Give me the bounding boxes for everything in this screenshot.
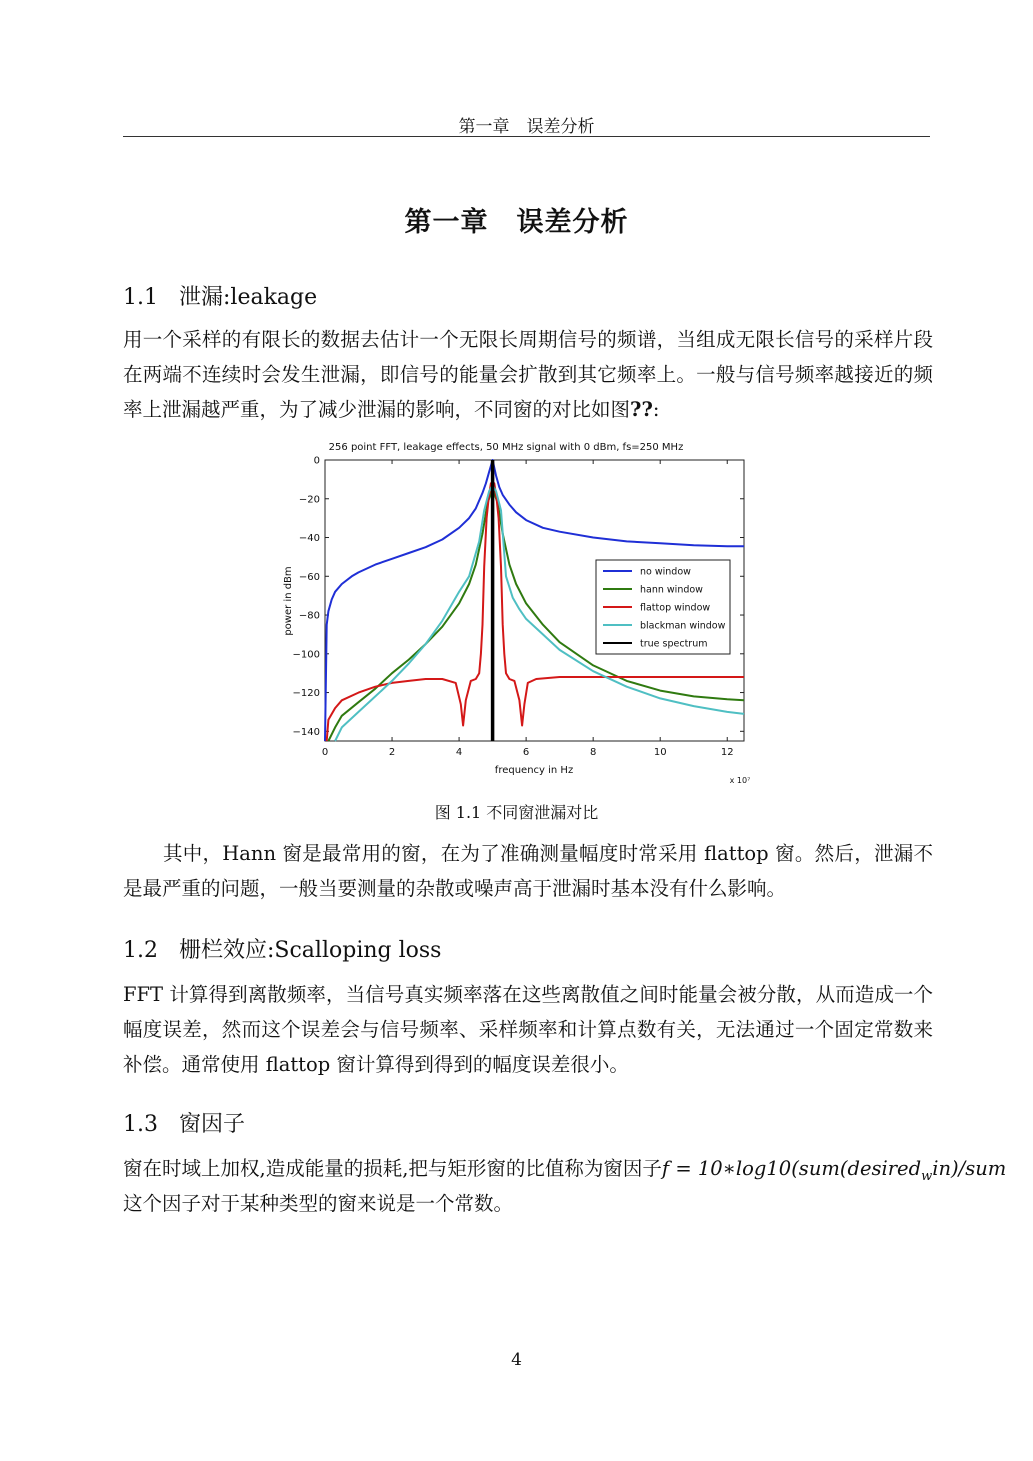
legend-label: no window [640,566,691,578]
y-axis-label: power in dBm [283,566,294,636]
y-tick-label: −80 [298,610,320,622]
paragraph-end: : [652,398,660,421]
x-tick-label: 12 [720,747,734,758]
y-tick-label: −100 [292,649,320,661]
section-number: 1.2 [123,938,158,963]
x-axis-label: frequency in Hz [494,765,574,776]
section-heading-1-3 [123,1107,245,1138]
chart-title: 256 point FFT, leakage effects, 50 MHz signal with 0 dBm, fs=250 MHz [328,442,684,453]
section-heading-1-2 [123,933,441,964]
paragraph-text: 用一个采样的有限长的数据去估计一个无限长周期信号的频谱，当组成无限长信号的采样片段在两端不连续时会发生泄漏，即信号的能量会扩散到其它频率上。一般与信号频率越接近的频率上泄漏越严重，为了减少泄漏的影响，不同窗的对比如图 [123,328,933,421]
y-tick-label: −60 [298,571,320,583]
section-number: 1.1 [123,285,158,310]
section-title: 泄漏:leakage [179,285,318,310]
running-header: 第一章 误差分析 [458,117,595,137]
paragraph-text: 窗在时域上加权,造成能量的损耗,把与矩形窗的比值称为窗因子 [123,1157,662,1180]
legend-label: true spectrum [640,638,708,650]
paragraph-window-factor-line2: 这个因子对于某种类型的窗来说是一个常数。 [123,1192,514,1215]
section-heading-1-1 [123,280,317,311]
x-tick-label: 10 [653,747,667,758]
y-tick-label: −40 [298,533,320,545]
paragraph-hann: 其中，Hann 窗是最常用的窗，在为了准确测量幅度时常采用 flattop 窗。然后，泄漏不是最严重的问题，一般当要测量的杂散或噪声高于泄漏时基本没有什么影响。 [123,842,933,900]
x-tick-label: 4 [455,747,463,758]
legend-label: hann window [640,584,703,596]
window-factor-formula [661,1157,1007,1184]
section-number: 1.3 [123,1112,158,1137]
formula-subscript: w [921,1168,933,1184]
y-tick-label: −120 [292,688,320,700]
header-rule [123,136,930,137]
paragraph-leakage [123,322,933,427]
section-title: 窗因子 [179,1112,246,1137]
figure-caption: 图 1.1 不同窗泄漏对比 [434,803,599,822]
legend-label: blackman window [640,620,726,632]
x-tick-label: 0 [321,747,329,758]
paragraph-scalloping: FFT 计算得到离散频率，当信号真实频率落在这些离散值之间时能量会被分散，从而造成一个幅度误差，然而这个误差会与信号频率、采样频率和计算点数有关，无法通过一个固定常数来补偿。通常使用 flattop 窗计算得到得到的幅度误差很小。 [123,983,933,1076]
chart-legend [596,560,730,654]
formula-main: f = 10∗log10(sum(desired [661,1157,922,1180]
y-tick-label: 0 [313,455,320,467]
y-tick-label: −20 [298,494,320,506]
x-axis-exponent: x 10⁷ [729,776,751,785]
x-tick-label: 2 [388,747,396,758]
page-number: 4 [511,1350,522,1370]
legend-label: flattop window [640,602,711,614]
chapter-title: 第一章 误差分析 [404,207,629,238]
section-title: 栅栏效应:Scalloping loss [179,938,442,963]
x-tick-label: 6 [522,747,530,758]
y-tick-label: −140 [292,726,320,738]
figure-reference[interactable]: ?? [630,398,653,421]
x-tick-label: 8 [589,747,597,758]
formula-tail: in)/sum [932,1157,1007,1180]
leakage-chart [270,436,770,786]
paragraph-window-factor-line1 [123,1151,1033,1186]
